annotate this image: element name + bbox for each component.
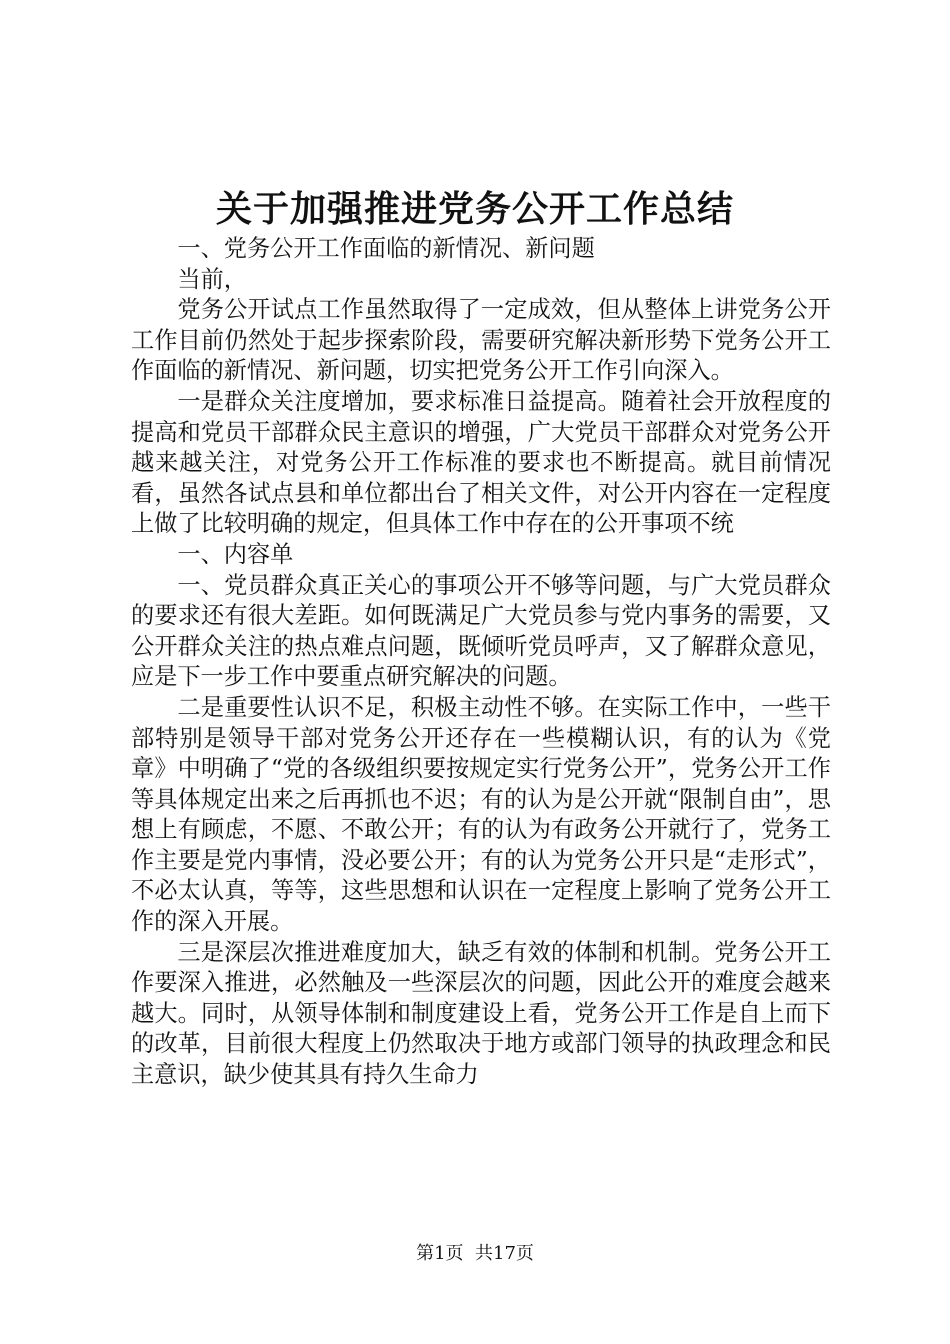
paragraph: 三是深层次推进难度加大，缺乏有效的体制和机制。党务公开工作要深入推进，必然触及一些深层次的问题，因此公开的难度会越来越大。同时，从领导体制和制度建设上看，党务公开工作是自上而下的改革，目前很大程度上仍然取决于地方或部门领导的执政理念和民主意识，缺少使其具有持久生命力 — [131, 938, 831, 1089]
section-heading: 一、党务公开工作面临的新情况、新问题 — [177, 235, 595, 262]
paragraph: 当前， — [177, 265, 247, 293]
document-body — [131, 204, 831, 1091]
document-title: 关于加强推进党务公开工作总结 — [215, 188, 734, 230]
paragraph: 一、内容单 — [177, 540, 294, 568]
paragraph: 党务公开试点工作虽然取得了一定成效，但从整体上讲党务公开工作目前仍然处于起步探索阶段，需要研究解决新形势下党务公开工作面临的新情况、新问题，切实把党务公开工作引向深入。 — [131, 296, 831, 385]
page-footer: 第1页 共17页 — [416, 1243, 534, 1264]
paragraph: 二是重要性认识不足，积极主动性不够。在实际工作中，一些干部特别是领导干部对党务公开还存在一些模糊认识，有的认为《党章》中明确了“党的各级组织要按规定实行党务公开”，党务公开工作等具体规定出来之后再抓也不迟；有的认为是公开就“限制自由”，思想上有顾虑，不愿、不敢公开；有的认为有政务公开就行了，党务工作主要是党内事情，没必要公开；有的认为党务公开只是“走形式”，不必太认真，等等，这些思想和认识在一定程度上影响了党务公开工作的深入开展。 — [131, 693, 831, 936]
paragraph: 一是群众关注度增加，要求标准日益提高。随着社会开放程度的提高和党员干部群众民主意识的增强，广大党员干部群众对党务公开越来越关注，对党务公开工作标准的要求也不断提高。就目前情况看，虽然各试点县和单位都出台了相关文件，对公开内容在一定程度上做了比较明确的规定，但具体工作中存在的公开事项不统 — [131, 387, 831, 538]
paragraph: 一、党员群众真正关心的事项公开不够等问题，与广大党员群众的要求还有很大差距。如何既满足广大党员参与党内事务的需要，又公开群众关注的热点难点问题，既倾听党员呼声，又了解群众意见，应是下一步工作中要重点研究解决的问题。 — [131, 571, 831, 691]
